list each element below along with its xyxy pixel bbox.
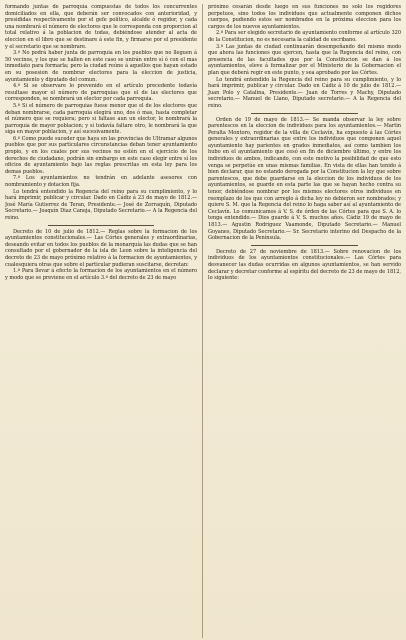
paragraph: 6.º Como puede suceder que haya en las provincias de Ultramar algunos pueblos que por sus particulares circunstancias deban tener ayuntamiento propio, y en los cuales por sus vecinos no estén en el ejercicio de los derechos de ciudadano, podrán sin embargo en este caso elegir entre sí los oficios de ayuntamiento bajo las reglas prescritas en esta ley para los demas pueblos. — [5, 135, 197, 175]
right-column — [203, 4, 401, 638]
decree-heading-paragraph: Decreto de 27 de noviembre de 1813.— Sobre renovacion de los individuos de los ayuntamientos constitucionales.— Las Córtes para desvanecer las dudas ocurridas en algunos ayuntamientos, se han servido declarar y decretar conforme al espíritu del decreto de 23 de mayo de 1812, lo siguiente: — [208, 248, 401, 282]
paragraph: 4.º Si se observare lo prevenido en el artículo precedente todavía resultase mayor el número de parroquias que el de las electores que corresponden, se nombrará un elector por cada parroquia. — [5, 83, 197, 103]
paragraph: Lo tendrá entendido la Regencia del reino para su cumplimiento, y lo hará imprimir, publicar y circular. Dado en Cádiz á 23 de mayo de 1812.— José María Gutierrez de Teran, Presidente.— José de Zorraquín, Diputado Secretario.— Joaquín Diaz Caneja, Diputado Secretario.— A la Regencia del reino. — [5, 188, 197, 221]
paragraph: 5.º Si el número de parroquias fuese menor que el de los electores que deban nombrarse, cada parroquia elegirá uno, dos ó mas, hasta completar el número que se requiera; pero si faltase aun un elector, le nombrará la parroquia de mayor poblacion; y si todavía faltare otro, le nombrará la que siga en mayor poblacion, y así sucesivamente. — [5, 102, 197, 136]
paragraph: formando juntas de parroquia compuestas de todos los concurrentes domiciliados en ella, que deberán ser convocados con anterioridad, y presididas respectivamente por el gefe político, alcalde ó regidor, y cada una nombrará el número de electores que le corresponda con proporcion al total relativo á la poblacion de todas, debiéndose atender al acta de eleccion en el libro que se destinare á este fin, y firmarse por el presidente y el secretario que se nombrare. — [5, 4, 197, 50]
left-column — [5, 4, 203, 638]
order-paragraph: Orden de 19 de mayo de 1813.— Se manda observar la ley sobre parentescos en la eleccion de individuos para los ayuntamientos.— Martin Peralta Montoro, regidor de la villa de Ceclavín, ha expuesto á las Córtes generales y extraordinarias que entre los individuos que componen aquel ayuntamiento hay parientes en grados inmediatos, así como tambien los hubo en el ayuntamiento que cesó en fin de diciembre último, y entre los individuos de ambos, indicando, con este motivo la posibilidad de que esto venga se perpetúe en unas mismas familias. En vista de ellas han tenido á bien declarar, que no estando derogada por la Constitucion la ley que sobre parentescos, que debe guardarse en la eleccion de los individuos de los ayuntamientos, se guarde en esta parte las que se hayan hecho contra su tenor, debiéndose nombrar por los mismos electores otros individuos en reemplazo de los que con arreglo á dicha ley no debieron ser nombrados; y quiere S. M. que la Regencia del reino lo haga saber así al ayuntamiento de Ceclavín. Lo comunicamos á V. S. de órden de las Córtes para que S. A. lo tenga entendido.— Dios guarde á V. S. muchos años. Cádiz 19 de mayo de 1813.— Agustin Rodriguez Vaamonde, Diputado Secretario.— Manuel Goyanes, Diputado Secretario.— Sr. Secretario interino del Despacho de la Gobernacion de la Península. — [208, 116, 401, 242]
decree-heading-paragraph: Decreto de 10 de julio de 1812.— Reglas sobre la formacion de los ayuntamientos constitucionales.— Las Córtes generales y extraordinarias, deseando evitar en todos los pueblos de la monarquía las dudas que se han consultado por el gobernador de la isla de Leon sobre la inteligencia del decreto de 23 de mayo próximo relativo á la formacion de ayuntamientos, y cualesquiera otras que sobre el particular pudieran suscitarse, decretan: — [5, 228, 197, 268]
paragraph: 7.º Los ayuntamientos no tendrán en adelante asesores con nombramiento y dotacion fija. — [5, 175, 197, 189]
paragraph: 3.º No podrá haber junta de parroquia en los pueblos que no lleguen á 50 vecinos, y los que se hallen en este caso se unirán entre sí ó con el mas inmediato para formarla; pero la ciudad reúne á aquellos que hayan estado en su posesion de nombrar electores para la eleccion de justicia, ayuntamiento y diputado del comun. — [5, 50, 197, 83]
paragraph: Lo tendrá entendido la Regencia del reino para su cumplimiento, y lo hará imprimir, publicar y circular. Dado en Cádiz á 10 de julio de 1812.— Juan Polo y Catalina, Presidente.— Juan de Torres y Machy, Diputado secretario.— Manuel de Llano, Diputado secretario.— A la Regencia del reino. — [208, 76, 401, 109]
two-column-layout — [5, 4, 401, 638]
paragraph: 1.º Para llevar á efecto la formacion de los ayuntamientos en el número y modo que se previene en el artículo 3.º del decreto de 23 de mayo — [5, 268, 197, 281]
paragraph: 2.º Para ser elegido secretario de ayuntamiento conforme al artículo 320 de la Constitucion, no es necesaria la calidad de escribano. — [208, 30, 401, 43]
section-divider — [251, 113, 357, 114]
section-divider — [251, 245, 357, 246]
paragraph: próximo cesarán desde luego en sus funciones no solo los regidores perpetuos, sino todos los individuos que actualmente componen dichos cuerpos, pudiendo estos ser nombrados en la próxima eleccion para los cargos de los nuevos ayuntamientos. — [208, 4, 401, 30]
paragraph: 3.º Las juntas de ciudad continuarán desempeñando del mismo modo que ahora las funciones que ejercen, hasta que la Regencia del reino, con presencia de las facultades que por la Constitucion se dan á los ayuntamientos, eleve á formalizar por el Ministerio de la Gobernacion el plan que deberá regir en este punto, y sea aprobado por las Córtes. — [208, 43, 401, 76]
section-divider — [48, 225, 154, 226]
